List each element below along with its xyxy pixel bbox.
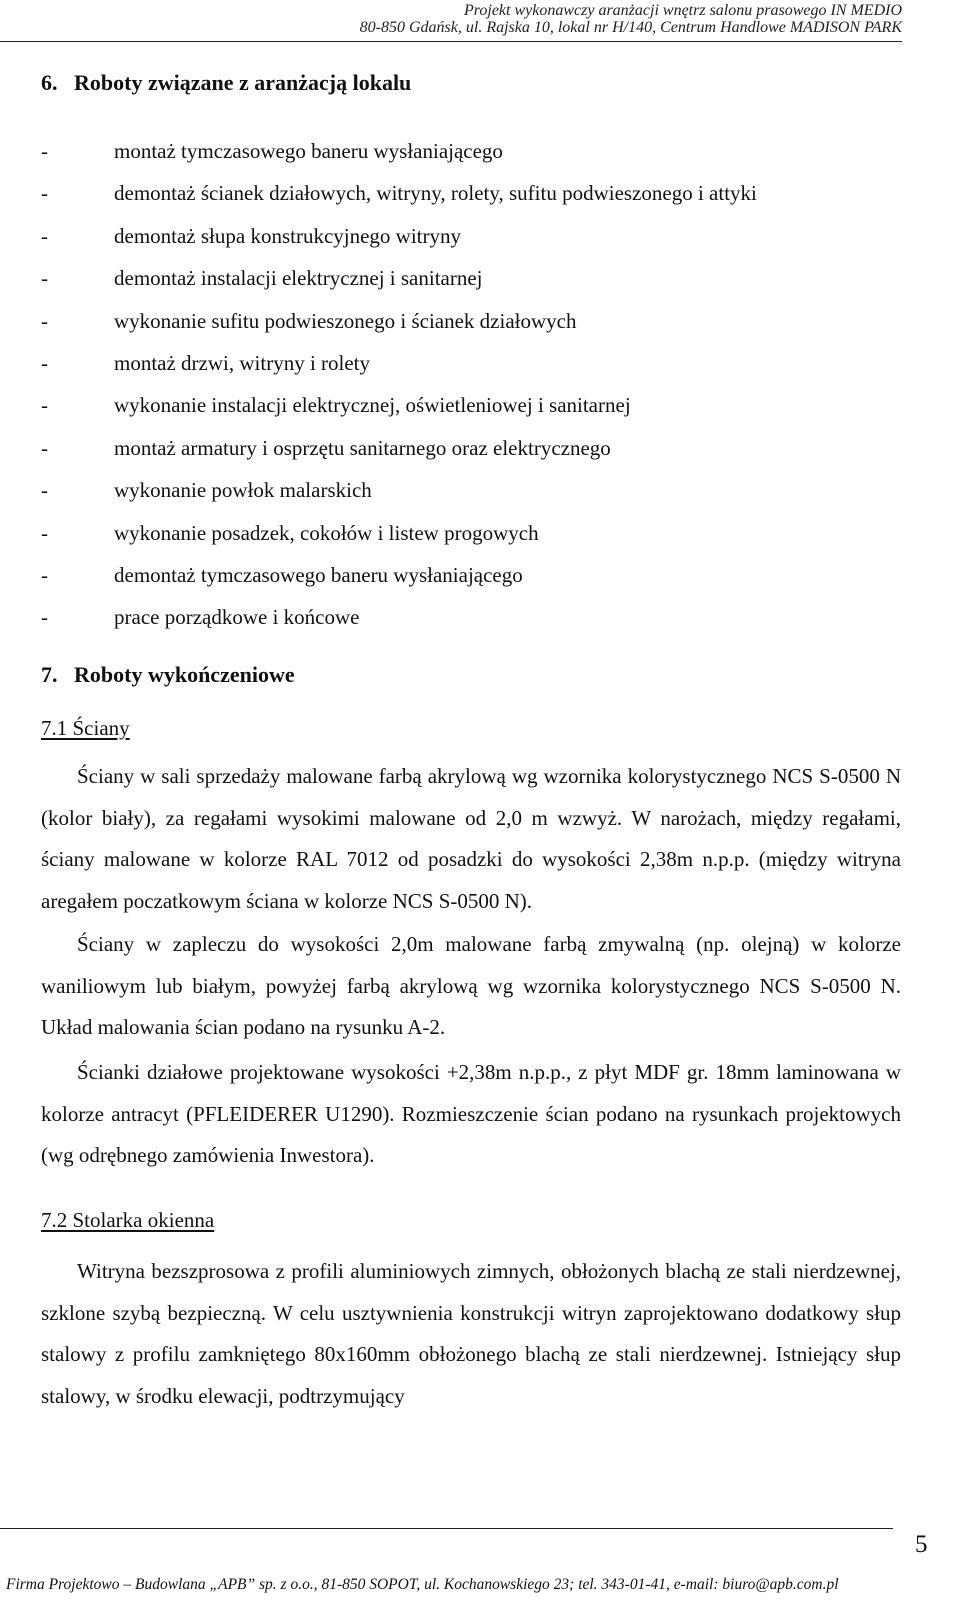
list-item: - montaż tymczasowego baneru wysłaniającego	[41, 139, 503, 163]
paragraph-storefront: Witryna bezszprosowa z profili aluminiowych zimnych, obłożonych blachą ze stali nierdzewnej, szklone szybą bezpieczną. W celu usztywnienia konstrukcji witryn zaprojektowano dodatkowy słup stalowy z profilu zamkniętego 80x160mm obłożonego blachą ze stali nierdzewnej. Istniejący słup stalowy, w środku elewacji, podtrzymujący	[41, 1259, 901, 1408]
list-item: - wykonanie sufitu podwieszonego i ścianek działowych	[41, 308, 577, 333]
section-7-heading: 7. Roboty wykończeniowe	[41, 662, 295, 687]
page-footer: Firma Projektowo – Budowlana „APB” sp. z o.o., 81-850 SOPOT, ul. Kochanowskiego 23; tel. 343-01-41, e-mail: biuro@apb.com.pl	[6, 1576, 839, 1593]
list-item: - wykonanie posadzek, cokołów i listew progowych	[41, 520, 539, 545]
paragraph-walls-backroom: Ściany w zapleczu do wysokości 2,0m malowane farbą zmywalną (np. olejną) w kolorze waniliowym lub białym, powyżej farbą akrylową wg wzornika kolorystycznego NCS S-0500 N. Układ malowania ścian podano na rysunku A-2.	[41, 932, 901, 1039]
header-address: 80-850 Gdańsk, ul. Rajska 10, lokal nr H/140, Centrum Handlowe MADISON PARK	[359, 19, 902, 36]
paragraph-walls-sales: Ściany w sali sprzedaży malowane farbą akrylową wg wzornika kolorystycznego NCS S-0500 N (kolor biały), za regałami wysokimi malowane od 2,0 m wzwyż. W narożach, między regałami, ściany malowane w kolorze RAL 7012 od posadzki do wysokości 2,38m n.p.p. (między witryna aregałem poczatkowym ściana w kolorze NCS S-0500 N).	[41, 764, 901, 913]
list-item: - demontaż słupa konstrukcyjnego witryny	[41, 223, 462, 248]
list-item: - wykonanie powłok malarskich	[41, 478, 372, 503]
section-6-list	[41, 130, 757, 639]
list-item: - wykonanie instalacji elektrycznej, oświetleniowej i sanitarnej	[41, 393, 631, 418]
list-item: - demontaż ścianek działowych, witryny, rolety, sufitu podwieszonego i attyki	[41, 181, 757, 206]
list-item: - montaż armatury i osprzętu sanitarnego oraz elektrycznego	[41, 435, 611, 460]
page-header	[0, 2, 902, 36]
list-item: - prace porządkowe i końcowe	[41, 605, 360, 630]
paragraph-partition-walls: Ścianki działowe projektowane wysokości +2,38m n.p.p., z płyt MDF gr. 18mm laminowana w kolorze antracyt (PFLEIDERER U1290). Rozmieszczenie ścian podano na rysunkach projektowych (wg odrębnego zamówienia Inwestora).	[41, 1060, 901, 1167]
header-project-title: Projekt wykonawczy aranżacji wnętrz salonu prasowego IN MEDIO	[463, 2, 902, 19]
header-divider	[0, 41, 902, 42]
footer-divider	[0, 1528, 893, 1529]
subsection-7-1-heading: 7.1 Ściany	[41, 716, 130, 740]
list-item: - demontaż tymczasowego baneru wysłaniającego	[41, 562, 523, 587]
subsection-7-2-heading: 7.2 Stolarka okienna	[41, 1208, 215, 1232]
page-number: 5	[915, 1531, 928, 1558]
list-item: - montaż drzwi, witryny i rolety	[41, 350, 371, 375]
list-item: - demontaż instalacji elektrycznej i sanitarnej	[41, 266, 483, 291]
section-6-heading: 6. Roboty związane z aranżacją lokalu	[41, 70, 412, 95]
